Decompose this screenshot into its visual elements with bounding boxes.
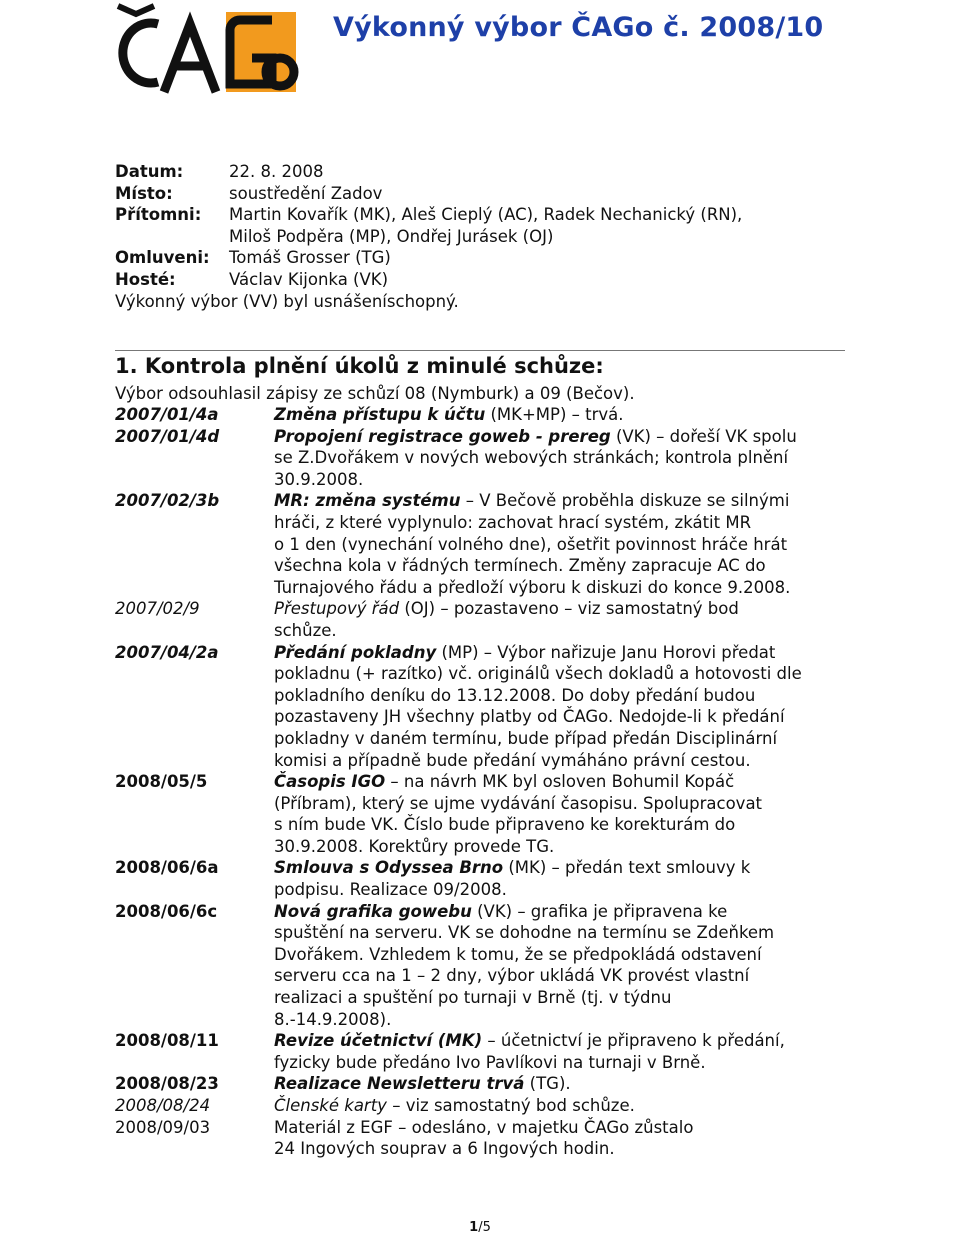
task-text: pokladnu (+ razítko) vč. originálů všech dokladů a hotovosti dle	[274, 664, 802, 684]
present-value-line1: Martin Kovařík (MK), Aleš Cieplý (AC), Radek Nechanický (RN),	[229, 205, 743, 225]
task-text: 24 Ingových souprav a 6 Ingových hodin.	[274, 1139, 615, 1159]
date-row	[115, 161, 875, 183]
task-title: Změna přístupu k účtu	[274, 405, 486, 424]
task-text: s ním bude VK. Číslo bude připraveno ke korekturám do	[274, 815, 736, 835]
task-title: Časopis IGO	[274, 772, 386, 792]
task-text: (MK+MP) – trvá.	[485, 405, 624, 424]
task-text: Turnajového řádu a předloží výboru k diskuzi do konce 9.2008.	[274, 577, 791, 597]
current-page: 1	[469, 1220, 479, 1235]
section-intro: Výbor odsouhlasil zápisy ze schůzí 08 (Nymburk) a 09 (Bečov).	[115, 384, 635, 403]
task-text: o 1 den (vynechání volného dne), ošetřit povinnost hráče hrát	[274, 534, 788, 554]
task-code: 2008/06/6c	[115, 901, 218, 921]
page-number	[0, 1220, 960, 1235]
task-text: pozastaveny JH všechny platby od ČAGo. Nedojde-li k předání	[274, 707, 785, 727]
task-title: Smlouva s Odyssea Brno	[274, 858, 504, 878]
task-code: 2007/01/4a	[115, 405, 219, 424]
task-text: podpisu. Realizace 09/2008.	[274, 880, 507, 900]
task-text: schůze.	[274, 620, 337, 640]
task-text: (TG).	[524, 1074, 571, 1094]
task-item	[115, 1117, 855, 1160]
task-title: Realizace Newsletteru trvá	[274, 1074, 525, 1094]
task-text: Materiál z EGF – odesláno, v majetku ČAGo zůstalo	[274, 1117, 694, 1137]
excused-row	[115, 247, 875, 269]
task-item	[115, 1073, 855, 1095]
task-code: 2007/01/4d	[115, 426, 220, 446]
task-item	[115, 901, 855, 1031]
cago-logo	[112, 2, 300, 96]
task-text: všechna kola v řádných termínech. Změny zapracuje AC do	[274, 556, 766, 576]
task-text: realizaci a spuštění po turnaji v Brně (tj. v týdnu	[274, 988, 672, 1008]
task-text: (VK) – dořeší VK spolu	[610, 426, 797, 446]
task-title: Přestupový řád	[274, 599, 400, 619]
excused-value: Tomáš Grosser (TG)	[229, 248, 391, 268]
task-text: 30.9.2008. Korektůry provede TG.	[274, 836, 555, 856]
task-text: se Z.Dvořákem v nových webových stránkách; kontrola plnění	[274, 448, 789, 468]
task-text: pokladního deníku do 13.12.2008. Do doby předání budou	[274, 685, 756, 705]
guests-label: Hosté:	[115, 269, 176, 289]
place-label: Místo:	[115, 183, 173, 203]
task-text: pokladny v daném termínu, bude případ předán Disciplinární	[274, 728, 778, 748]
task-item	[115, 1095, 855, 1117]
task-text: (Příbram), který se ujme vydávání časopisu. Spolupracovat	[274, 793, 763, 813]
task-text: 8.-14.9.2008).	[274, 1009, 392, 1029]
task-code: 2008/06/6a	[115, 858, 219, 878]
task-item	[115, 857, 855, 900]
section-heading: 1. Kontrola plnění úkolů z minulé schůze:	[115, 354, 604, 378]
task-code: 2008/09/03	[115, 1117, 211, 1137]
task-title: Členské karty	[274, 1096, 387, 1115]
task-text: (OJ) – pozastaveno – viz samostatný bod	[399, 599, 739, 619]
page-title: Výkonný výbor ČAGo č. 2008/10	[333, 12, 824, 43]
task-item	[115, 771, 855, 857]
task-title: Předání pokladny	[274, 642, 437, 662]
task-code: 2008/08/24	[115, 1096, 211, 1115]
guests-row	[115, 269, 875, 291]
task-code: 2008/08/23	[115, 1074, 219, 1094]
task-text: (MK) – předán text smlouvy k	[503, 858, 751, 878]
task-text: – V Bečově proběhla diskuze se silnými	[460, 491, 790, 511]
task-text: – viz samostatný bod schůze.	[386, 1096, 635, 1115]
present-label: Přítomni:	[115, 205, 202, 225]
present-value-line2: Miloš Podpěra (MP), Ondřej Jurásek (OJ)	[229, 226, 554, 246]
task-code: 2008/08/11	[115, 1031, 219, 1051]
guests-value: Václav Kijonka (VK)	[229, 269, 389, 289]
task-text: – účetnictví je připraveno k předání,	[482, 1031, 785, 1051]
quorum-statement: Výkonný výbor (VV) byl usnášeníschopný.	[115, 291, 459, 311]
task-item	[115, 642, 855, 772]
task-item	[115, 404, 855, 426]
task-text: (MP) – Výbor nařizuje Janu Horovi předat	[436, 642, 776, 662]
place-row	[115, 183, 875, 205]
task-text: komisi a případně bude předání vymáháno právní cestou.	[274, 750, 751, 770]
task-item	[115, 426, 855, 491]
task-text: 30.9.2008.	[274, 469, 364, 489]
meeting-meta	[115, 161, 875, 312]
task-title: Propojení registrace goweb - prereg	[274, 426, 611, 446]
date-label: Datum:	[115, 162, 184, 181]
task-item	[115, 490, 855, 598]
task-text: spuštění na serveru. VK se dohodne na termínu se Zdeňkem	[274, 923, 775, 943]
excused-label: Omluveni:	[115, 248, 210, 268]
task-item	[115, 1030, 855, 1073]
task-title: MR: změna systému	[274, 491, 461, 511]
task-code: 2008/05/5	[115, 772, 208, 792]
task-text: serveru cca na 1 – 2 dny, výbor ukládá VK provést vlastní	[274, 966, 750, 986]
task-code: 2007/02/3b	[115, 491, 220, 511]
task-title: Revize účetnictví (MK)	[274, 1031, 483, 1051]
task-code: 2007/04/2a	[115, 642, 219, 662]
task-text: (VK) – grafika je připravena ke	[471, 901, 728, 921]
date-value: 22. 8. 2008	[229, 162, 324, 181]
task-item	[115, 598, 855, 641]
task-text: – na návrh MK byl osloven Bohumil Kopáč	[385, 772, 735, 792]
task-text: fyzicky bude předáno Ivo Pavlíkovi na turnaji v Brně.	[274, 1052, 706, 1072]
task-title: Nová grafika gowebu	[274, 901, 472, 921]
place-value: soustředění Zadov	[229, 183, 383, 203]
section-divider	[115, 350, 845, 351]
task-text: Dvořákem. Vzhledem k tomu, že se předpokládá odstavení	[274, 944, 762, 964]
total-pages: /5	[478, 1220, 491, 1235]
task-text: hráči, z které vyplynulo: zachovat hrací systém, zkátit MR	[274, 512, 752, 532]
task-code: 2007/02/9	[115, 599, 200, 619]
task-list	[115, 404, 855, 1160]
present-row	[115, 204, 875, 226]
